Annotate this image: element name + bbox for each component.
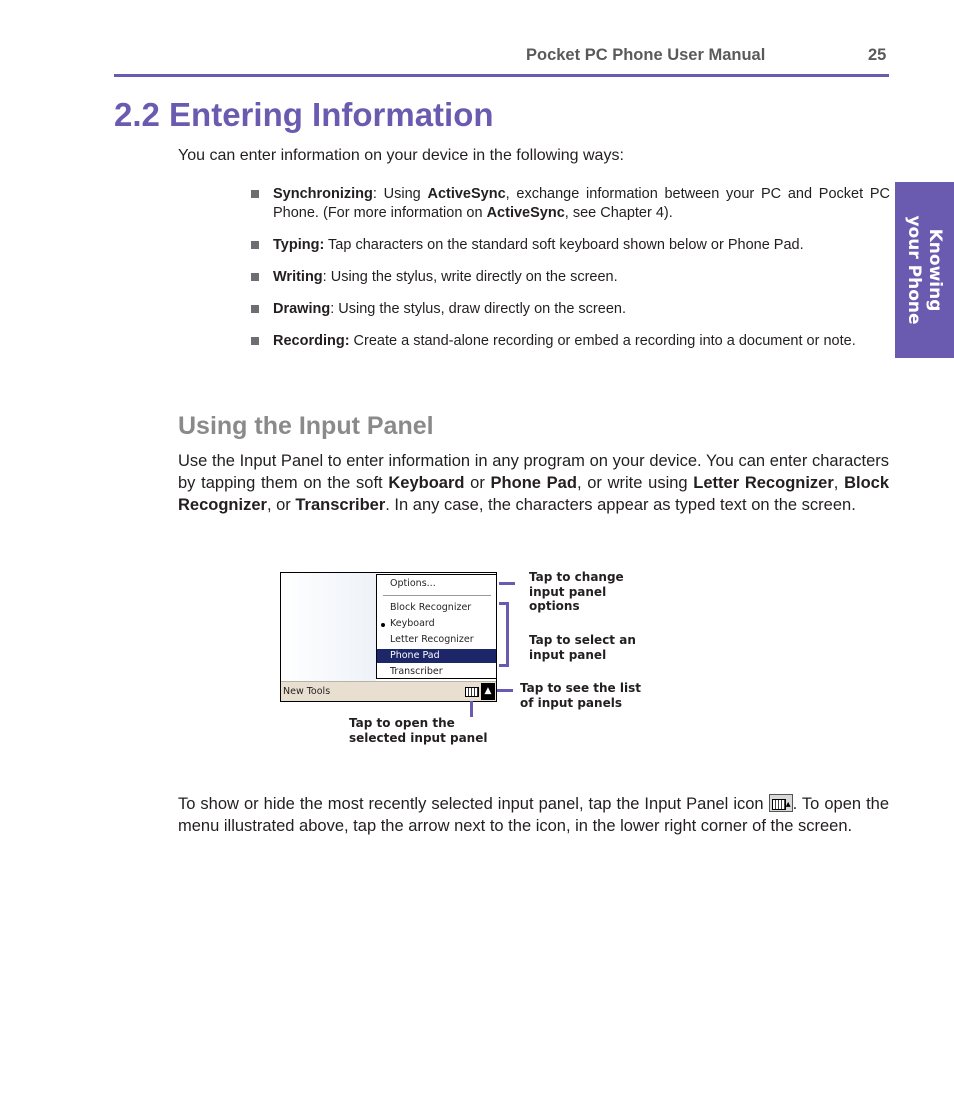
- input-panel-screenshot: [280, 572, 497, 702]
- callout-open-panel: Tap to open the selected input panel: [349, 716, 488, 745]
- list-item: Writing: Using the stylus, write directly on the screen.: [250, 268, 890, 287]
- menu-item-letter-recognizer[interactable]: Letter Recognizer: [390, 634, 474, 645]
- header-rule: [114, 74, 889, 77]
- show-hide-paragraph: To show or hide the most recently selected input panel, tap the Input Panel icon ▴. To open the menu illustrated above, tap the arrow next to the icon, in the lower right corner of the screen.: [178, 793, 889, 837]
- menu-separator: [383, 595, 491, 596]
- leader-line-list: [497, 689, 513, 692]
- leader-bracket-select: [506, 602, 509, 667]
- list-item: Synchronizing: Using ActiveSync, exchange information between your PC and Pocket PC Phone. (For more information on ActiveSync, see Chapter 4).: [250, 185, 890, 223]
- menu-item-block-recognizer[interactable]: Block Recognizer: [390, 602, 472, 613]
- menu-item-keyboard[interactable]: Keyboard: [377, 617, 496, 631]
- running-header-title: Pocket PC Phone User Manual: [526, 46, 766, 64]
- page-number: 25: [868, 46, 887, 64]
- selected-dot-icon: [381, 623, 385, 627]
- list-item: Drawing: Using the stylus, draw directly on the screen.: [250, 300, 890, 319]
- menu-item-transcriber[interactable]: Transcriber: [390, 666, 443, 677]
- input-panel-icon: [769, 794, 793, 812]
- input-panel-menu: [376, 574, 497, 679]
- input-panel-paragraph: Use the Input Panel to enter information in any program on your device. You can enter characters by tapping them on the soft Keyboard or Phone Pad, or write using Letter Recognizer, Block Recognizer, or Transcriber. In any case, the characters appear as typed text on the screen.: [178, 452, 890, 514]
- section-intro: You can enter information on your device in the following ways:: [178, 147, 624, 164]
- leader-line-open: [470, 701, 473, 717]
- menu-item-options[interactable]: Options...: [390, 578, 436, 589]
- side-tab-line-2: your Phone: [904, 215, 924, 325]
- leader-bracket-top: [499, 602, 509, 605]
- list-item: Typing: Tap characters on the standard soft keyboard shown below or Phone Pad.: [250, 236, 890, 255]
- screen-background: [281, 573, 376, 681]
- subsection-title: Using the Input Panel: [178, 412, 434, 440]
- keyboard-icon[interactable]: [465, 687, 479, 697]
- chapter-side-tab-label: [903, 215, 945, 324]
- list-item: Recording: Create a stand-alone recording or embed a recording into a document or note.: [250, 332, 890, 351]
- callout-panel-list: Tap to see the list of input panels: [520, 681, 641, 710]
- command-bar-menus[interactable]: New Tools: [283, 686, 331, 697]
- callout-change-options: Tap to change input panel options: [529, 570, 624, 613]
- callout-select-panel: Tap to select an input panel: [529, 633, 636, 662]
- section-title: 2.2 Entering Information: [114, 96, 494, 133]
- command-bar: [281, 681, 496, 701]
- leader-line-options: [499, 582, 515, 585]
- side-tab-line-1: Knowing: [925, 228, 945, 312]
- menu-item-phone-pad[interactable]: Phone Pad: [377, 649, 496, 663]
- chapter-side-tab: [895, 182, 954, 358]
- leader-bracket-bottom: [499, 664, 509, 667]
- entry-methods-list: [250, 185, 890, 364]
- input-panel-arrow-button[interactable]: ▲: [481, 683, 495, 700]
